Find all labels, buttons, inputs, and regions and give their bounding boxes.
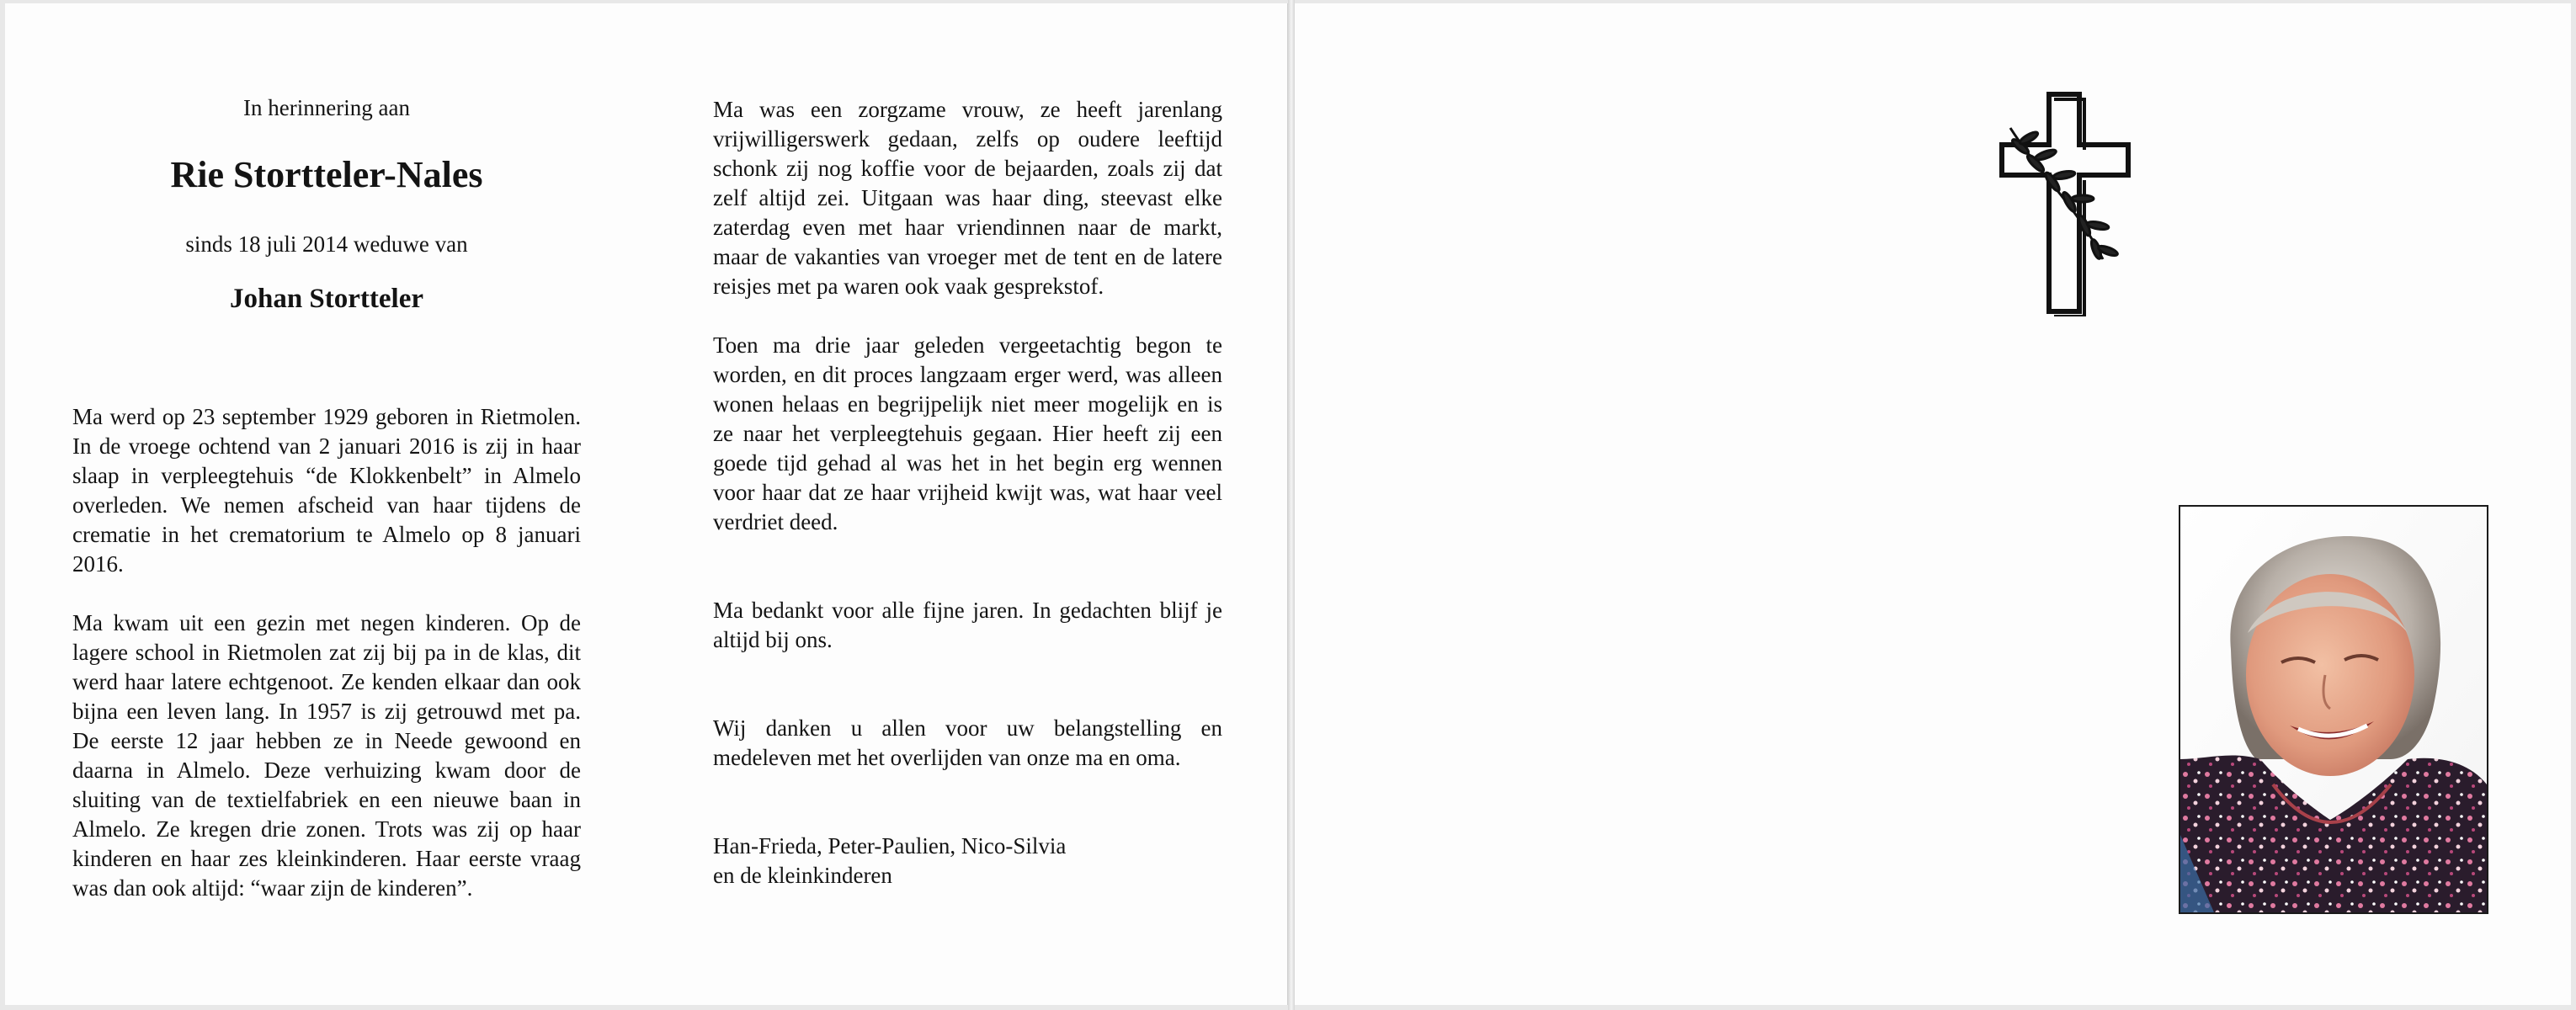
- paragraph-thanks-mother: Ma bedankt voor alle fijne jaren. In gedachten blijf je altijd bij ons.: [713, 598, 1222, 652]
- card-fold: [1288, 0, 1295, 1010]
- left-column-text: [72, 402, 581, 903]
- paragraph-thanks-attendees: Wij danken u allen voor uw belangstelling en medeleven met het overlijden van onze ma en oma.: [713, 715, 1222, 770]
- signoff-names: Han-Frieda, Peter-Paulien, Nico-Silvia: [713, 833, 1067, 858]
- cross-with-palm-icon: [1999, 91, 2135, 316]
- portrait-photo: [2180, 507, 2487, 912]
- paragraph-illness: Toen ma drie jaar geleden vergeetachtig begon te worden, en dit proces langzaam erger werd, was alleen wonen helaas en begrijpelijk niet meer mogelijk en is ze naar het verpleegtehuis gegaan. Hier heeft zij een goede tijd gehad al was het in het begin erg wennen voor haar dat ze haar vrijheid kwijt was, wat haar veel verdriet deed.: [713, 332, 1222, 534]
- deceased-name: Rie Stortteler-Nales: [170, 154, 483, 195]
- paragraph-family: Ma kwam uit een gezin met negen kinderen. Op de lagere school in Rietmolen zat zij bij pa in de klas, dit werd haar latere echtgenoot. Ze kenden elkaar dan ook bijna een leven lang. In 1957 is zij getrouwd met pa. De eerste 12 jaar hebben ze in Neede gewoond en daarna in Almelo. Deze verhuizing kwam door de sluiting van de textielfabriek en een nieuwe baan in Almelo. Ze kregen drie zonen. Trots was zij op haar kinderen en haar zes kleinkinderen. Haar eerste vraag was dan ook altijd: “waar zijn de kinderen”.: [72, 610, 581, 901]
- intro-text: In herinnering aan: [243, 95, 410, 120]
- husband-name: Johan Stortteler: [229, 284, 424, 314]
- signoff-grandchildren: en de kleinkinderen: [713, 863, 892, 888]
- paragraph-character: Ma was een zorgzame vrouw, ze heeft jarenlang vrijwilligerswerk gedaan, zelfs op oudere leeftijd schonk zij nog koffie voor de bejaarden, zoals zij dat zelf altijd zei. Uitgaan was haar ding, steevast elke zaterdag even met haar vriendinnen naar de markt, maar de vakanties van vroeger met de tent en de latere reisjes met pa waren ook vaak gesprekstof.: [713, 97, 1222, 299]
- portrait-photo-frame: [2179, 505, 2488, 914]
- widow-since-text: sinds 18 juli 2014 weduwe van: [185, 231, 468, 257]
- paragraph-birth-death: Ma werd op 23 september 1929 geboren in Rietmolen. In de vroege ochtend van 2 januari 2016 is zij in haar slaap in verpleegtehuis “de Klokkenbelt” in Almelo overleden. We nemen afscheid van haar tijdens de crematie in het crematorium te Almelo op 8 januari 2016.: [72, 404, 581, 577]
- right-column-text: [713, 95, 1222, 890]
